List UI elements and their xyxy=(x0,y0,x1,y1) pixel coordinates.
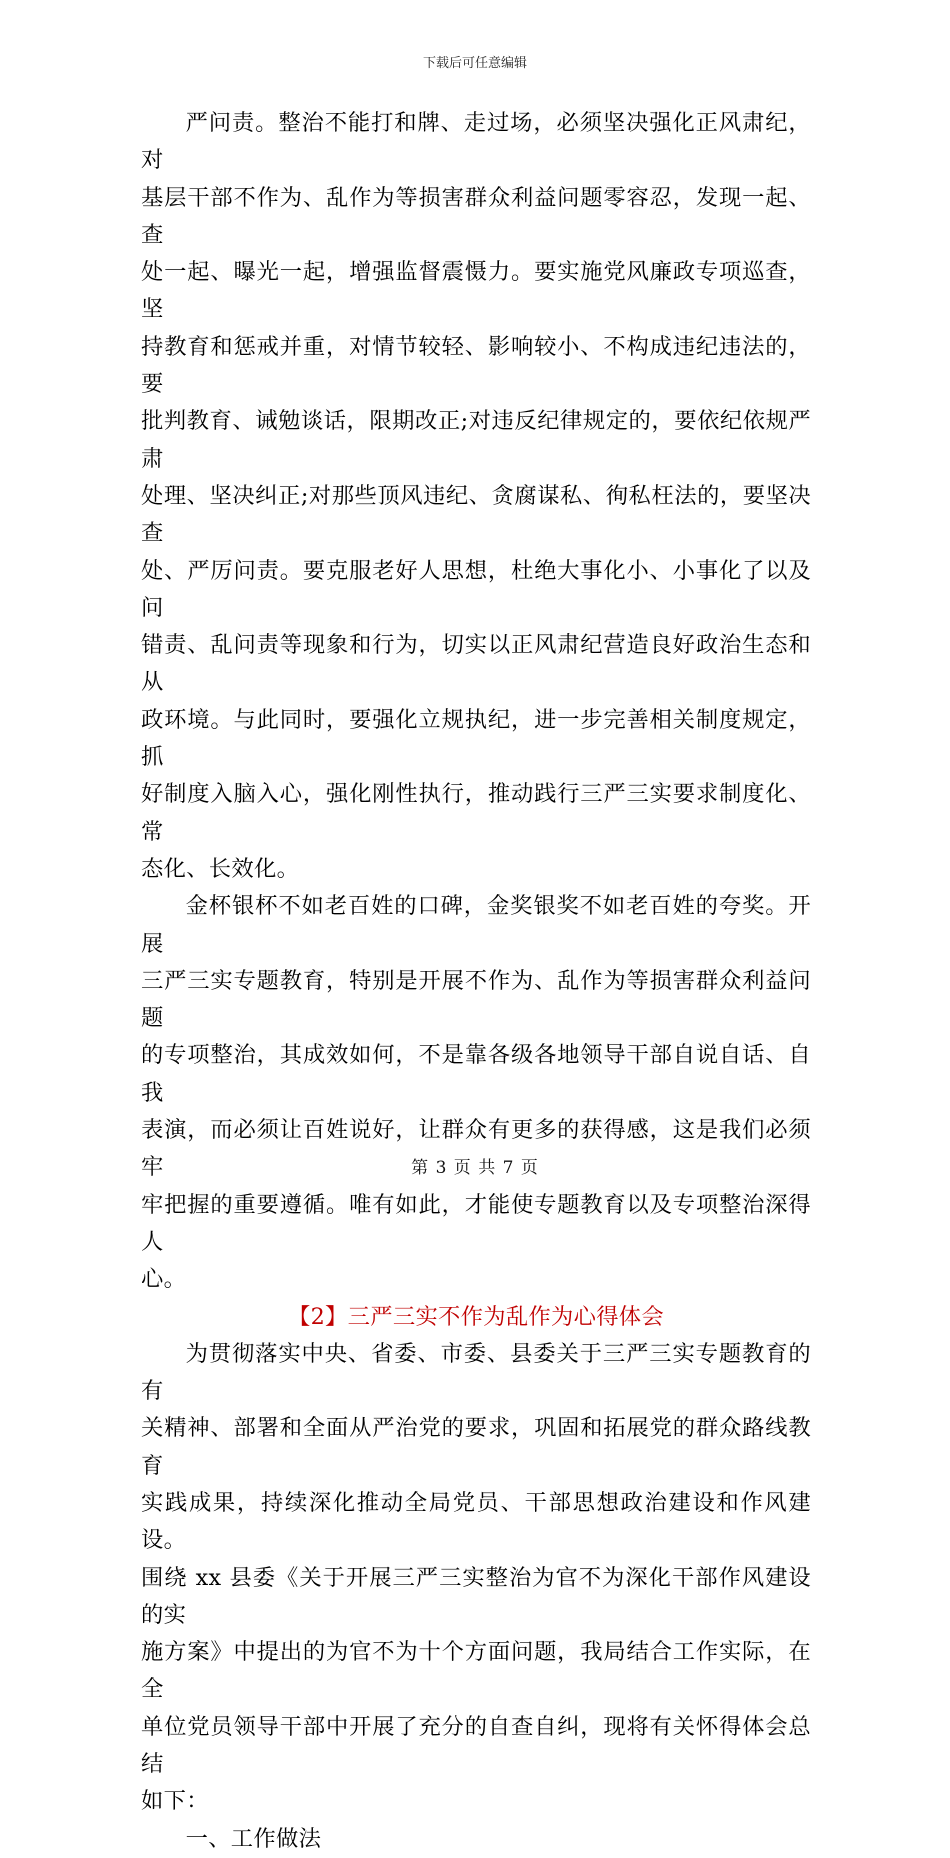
page-header-note: 下载后可任意编辑 xyxy=(422,56,527,71)
paragraph-public-praise: 金杯银杯不如老百姓的口碑，金奖银奖不如老百姓的夸奖。开展 三严三实专题教育，特别是开展不作为、乱作为等损害群众利益问题 的专项整治，其成效如何，不是靠各级各地领导干部自说自话、自我 表演，而必须让百姓说好，让群众有更多的获得感，这是我们必须牢 牢把握的重要遵循。唯有如此，才能使专题教育以及专项整治深得人 心。 xyxy=(141,893,811,1293)
page-number: 第 3 页 共 7 页 xyxy=(411,1158,539,1178)
paragraph-implementation: 为贯彻落实中央、省委、市委、县委关于三严三实专题教育的有 关精神、部署和全面从严治党的要求，巩固和拓展党的群众路线教育 实践成果，持续深化推动全局党员、干部思想政治建设和作风建设。 围绕 xx 县委《关于开展三严三实整治为官不为深化干部作风建设的实 施方案》中提出的为官不为十个方面问题，我局结合工作实际，在全 单位党员领导干部中开展了充分的自查自纠，现将有关怀得体会总结 如下： xyxy=(141,1340,811,1815)
section-title: 【2】三严三实不作为乱作为心得体会 xyxy=(287,1303,665,1330)
paragraph-work-methods-heading: 一、工作做法 xyxy=(185,1825,322,1852)
document-body xyxy=(141,105,811,1858)
paragraph-accountability: 严问责。整治不能打和牌、走过场，必须坚决强化正风肃纪，对 基层干部不作为、乱作为等损害群众利益问题零容忍，发现一起、查 处一起、曝光一起，增强监督震慑力。要实施党风廉政专项巡查，坚 持教育和惩戒并重，对情节较轻、影响较小、不构成违纪违法的，要 批判教育、诫勉谈话，限期改正;对违反纪律规定的，要依纪依规严肃 处理、坚决纠正;对那些顶风违纪、贪腐谋私、徇私枉法的，要坚决查 处、严厉问责。要克服老好人思想，杜绝大事化小、小事化了以及问 错责、乱问责等现象和行为，切实以正风肃纪营造良好政治生态和从 政环境。与此同时，要强化立规执纪，进一步完善相关制度规定，抓 好制度入脑入心，强化刚性执行，推动践行三严三实要求制度化、常 态化、长效化。 xyxy=(141,110,811,882)
